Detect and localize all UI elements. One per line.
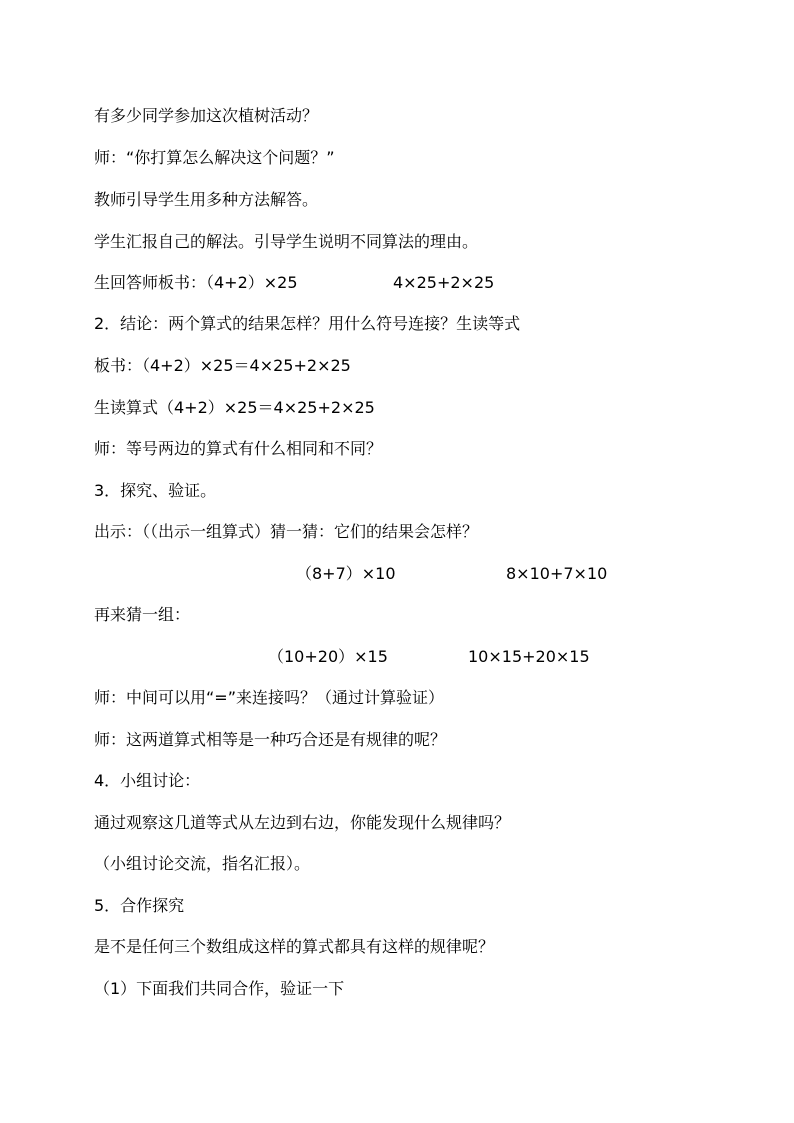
text-line: 通过观察这几道等式从左边到右边，你能发现什么规律吗？ <box>94 813 511 832</box>
text-line: 板书：（4+2）×25＝4×25+2×25 <box>94 356 351 375</box>
text-line: 再来猜一组： <box>94 605 191 624</box>
text-line: 有多少同学参加这次植树活动？ <box>94 106 319 125</box>
expression: （8+7）×10 <box>296 564 396 583</box>
text-line: 2．结论：两个算式的结果怎样？用什么符号连接？生读等式 <box>94 314 521 333</box>
text-line: 师：这两道算式相等是一种巧合还是有规律的呢？ <box>94 730 447 749</box>
text-line: 5．合作探究 <box>94 896 185 915</box>
expression: 10×15+20×15 <box>468 647 590 666</box>
expression: 4×25+2×25 <box>393 273 495 292</box>
board-writing-label: 生回答师板书：（4+2）×25 <box>94 273 298 292</box>
text-line: 3．探究、验证。 <box>94 481 217 500</box>
text-line: 师：等号两边的算式有什么相同和不同？ <box>94 439 383 458</box>
text-line: 4．小组讨论： <box>94 771 201 790</box>
expression: 8×10+7×10 <box>506 564 608 583</box>
text-line: （小组讨论交流，指名汇报）。 <box>94 854 311 873</box>
expression: （10+20）×15 <box>268 647 388 666</box>
text-line: 是不是任何三个数组成这样的算式都具有这样的规律呢？ <box>94 937 495 956</box>
text-line: 出示：（（出示一组算式）猜一猜：它们的结果会怎样？ <box>94 522 479 541</box>
text-line: 师：“你打算怎么解决这个问题？” <box>94 148 335 167</box>
text-line: 学生汇报自己的解法。引导学生说明不同算法的理由。 <box>94 232 479 251</box>
text-line: 教师引导学生用多种方法解答。 <box>94 190 319 209</box>
text-line: 生读算式（4+2）×25＝4×25+2×25 <box>94 398 375 417</box>
text-line: 师：中间可以用“=”来连接吗？（通过计算验证） <box>94 688 444 707</box>
text-line: （1）下面我们共同合作，验证一下 <box>94 979 345 998</box>
